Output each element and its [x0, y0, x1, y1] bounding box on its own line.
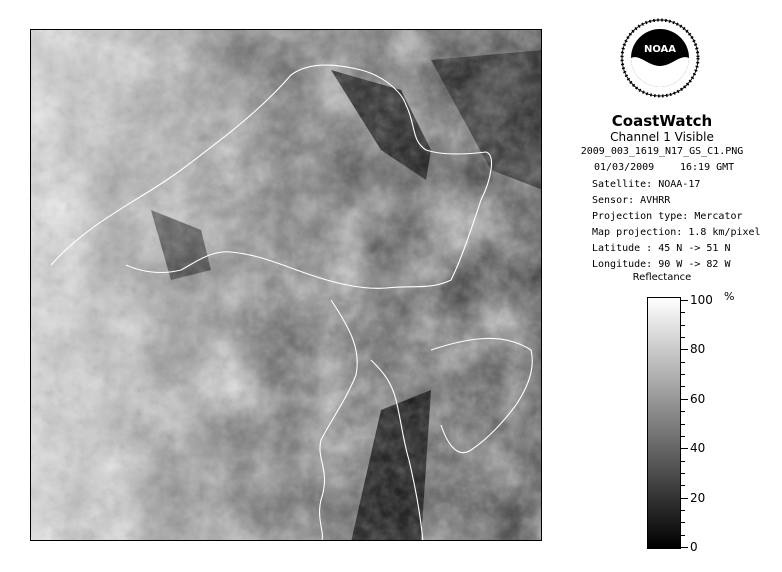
colorbar-minor-tick [681, 374, 685, 375]
satellite-info: Satellite: NOAA-17 [592, 179, 701, 190]
colorbar-tick-label: 0 [690, 540, 698, 554]
logo-text: NOAA [643, 44, 677, 55]
colorbar-tick-label: 20 [690, 490, 706, 505]
file-name: 2009_003_1619_N17_GS_C1.PNG [580, 146, 744, 157]
latitude-range: Latitude : 45 N -> 51 N [592, 243, 731, 254]
colorbar-tick [681, 547, 688, 548]
acquisition-date: 01/03/2009 [594, 162, 655, 173]
reflectance-colorbar [647, 297, 681, 549]
colorbar-tick-label: 80 [690, 342, 706, 357]
colorbar-tick [681, 498, 688, 499]
noaa-logo-icon [620, 18, 700, 98]
colorbar-minor-tick [681, 424, 685, 425]
colorbar-minor-tick [681, 461, 685, 462]
colorbar-minor-tick [681, 312, 685, 313]
colorbar-minor-tick [681, 362, 685, 363]
product-title: CoastWatch [611, 112, 713, 130]
colorbar-minor-tick [681, 473, 685, 474]
acquisition-time: 16:19 GMT [680, 162, 735, 173]
colorbar-tick [681, 300, 688, 301]
colorbar-minor-tick [681, 337, 685, 338]
colorbar-title: Reflectance [632, 272, 692, 283]
colorbar-minor-tick [681, 535, 685, 536]
colorbar-tick [681, 399, 688, 400]
satellite-image [31, 30, 542, 541]
colorbar-tick-label: 60 [690, 391, 706, 406]
colorbar-minor-tick [681, 522, 685, 523]
colorbar-minor-tick [681, 386, 685, 387]
colorbar-tick [681, 349, 688, 350]
colorbar-tick-label: 40 [690, 441, 706, 456]
colorbar-tick [681, 448, 688, 449]
longitude-range: Longitude: 90 W -> 82 W [592, 259, 731, 270]
colorbar-tick-label: 100 [690, 293, 713, 307]
channel-label: Channel 1 Visible [610, 130, 714, 144]
colorbar-minor-tick [681, 485, 685, 486]
projection-type: Projection type: Mercator [592, 211, 743, 222]
satellite-map [30, 29, 542, 541]
colorbar-minor-tick [681, 436, 685, 437]
colorbar-minor-tick [681, 510, 685, 511]
sensor-info: Sensor: AVHRR [592, 195, 671, 206]
colorbar-minor-tick [681, 411, 685, 412]
colorbar-unit: % [724, 290, 735, 303]
map-projection: Map projection: 1.8 km/pixel [592, 227, 761, 238]
colorbar-minor-tick [681, 325, 685, 326]
